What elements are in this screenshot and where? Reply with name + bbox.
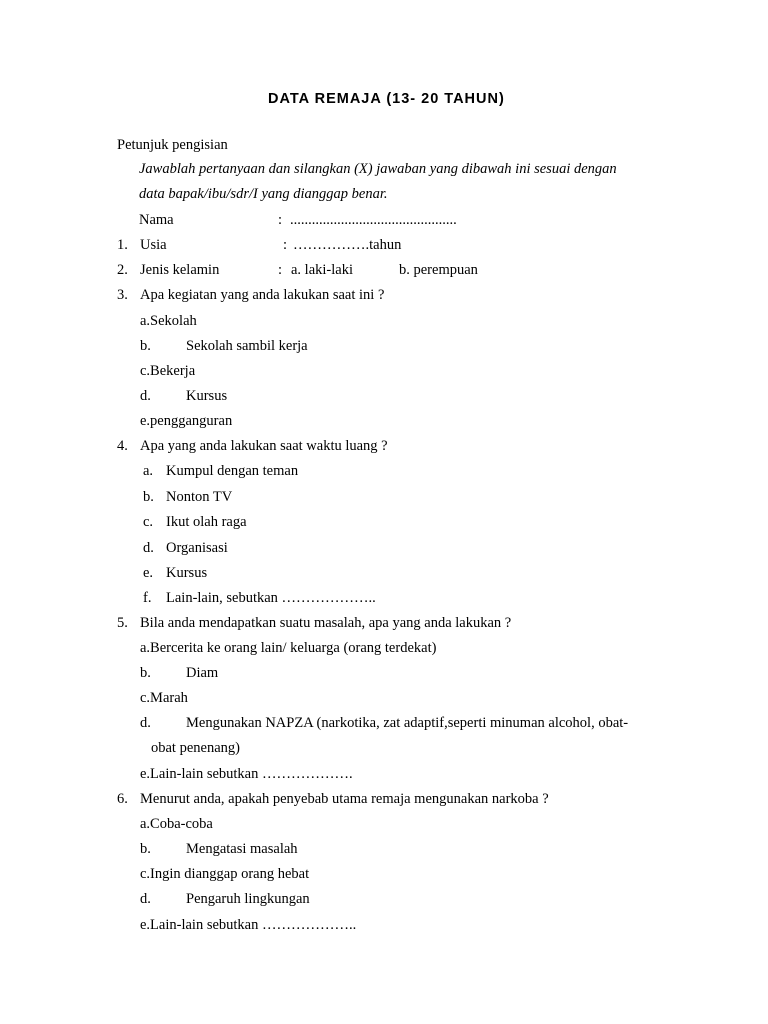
q1-colon: : [283, 237, 288, 253]
q5-option-a[interactable]: a.Bercerita ke orang lain/ keluarga (orang terdekat) [140, 640, 437, 656]
q4-option-e[interactable]: Kursus [166, 565, 208, 581]
q6-option-e[interactable]: e.Lain-lain sebutkan ……………….. [140, 917, 357, 933]
q5-option-d-continued: obat penenang) [151, 740, 240, 756]
q4-option-d-letter: d. [143, 540, 154, 556]
q3-option-a[interactable]: a.Sekolah [140, 313, 197, 329]
q2-number: 2. [117, 262, 128, 278]
q5-option-d-letter: d. [140, 715, 151, 731]
q4-option-e-letter: e. [143, 565, 154, 581]
instructions-line-1: Jawablah pertanyaan dan silangkan (X) jawaban yang dibawah ini sesuai dengan [139, 161, 617, 177]
q4-option-b-letter: b. [143, 489, 154, 505]
q5-option-e[interactable]: e.Lain-lain sebutkan ………………. [140, 766, 353, 782]
q1-blank[interactable]: …………….tahun [293, 237, 402, 253]
q6-option-c[interactable]: c.Ingin dianggap orang hebat [140, 866, 310, 882]
q6-question: Menurut anda, apakah penyebab utama remaja mengunakan narkoba ? [140, 791, 549, 807]
q5-option-b[interactable]: Diam [186, 665, 219, 681]
q3-option-b-letter: b. [140, 338, 151, 354]
q3-option-d-letter: d. [140, 388, 151, 404]
q6-number: 6. [117, 791, 128, 807]
nama-colon: : [278, 212, 283, 228]
q6-option-d[interactable]: Pengaruh lingkungan [186, 891, 310, 907]
q3-number: 3. [117, 287, 128, 303]
q6-option-b-letter: b. [140, 841, 151, 857]
q5-number: 5. [117, 615, 128, 631]
nama-label: Nama [139, 212, 174, 228]
q5-option-c[interactable]: c.Marah [140, 690, 188, 706]
q4-number: 4. [117, 438, 128, 454]
q5-option-d[interactable]: Mengunakan NAPZA (narkotika, zat adaptif,seperti minuman alcohol, obat- [186, 715, 629, 731]
q4-option-c[interactable]: Ikut olah raga [166, 514, 247, 530]
q2-label: Jenis kelamin [140, 262, 220, 278]
q4-option-a[interactable]: Kumpul dengan teman [166, 463, 299, 479]
nama-blank[interactable]: .............................................. [290, 212, 457, 228]
q4-option-f[interactable]: Lain-lain, sebutkan ……………….. [166, 590, 376, 606]
q1-label: Usia [140, 237, 167, 253]
q6-option-d-letter: d. [140, 891, 151, 907]
q4-option-d[interactable]: Organisasi [166, 540, 228, 556]
q4-option-c-letter: c. [143, 514, 154, 530]
q6-option-a[interactable]: a.Coba-coba [140, 816, 213, 832]
q6-option-b[interactable]: Mengatasi masalah [186, 841, 298, 857]
q3-option-c[interactable]: c.Bekerja [140, 363, 196, 379]
q2-colon: : [278, 262, 283, 278]
q4-option-b[interactable]: Nonton TV [166, 489, 233, 505]
q3-option-e[interactable]: e.pengganguran [140, 413, 233, 429]
q3-option-d[interactable]: Kursus [186, 388, 228, 404]
q5-question: Bila anda mendapatkan suatu masalah, apa yang anda lakukan ? [140, 615, 512, 631]
q2-option-b[interactable]: b. perempuan [399, 262, 478, 278]
q1-number: 1. [117, 237, 128, 253]
q5-option-b-letter: b. [140, 665, 151, 681]
q3-option-b[interactable]: Sekolah sambil kerja [186, 338, 308, 354]
q2-option-a[interactable]: a. laki-laki [291, 262, 354, 278]
page-title: DATA REMAJA (13- 20 TAHUN) [268, 91, 505, 107]
instructions-line-2: data bapak/ibu/sdr/I yang dianggap benar. [139, 186, 388, 202]
q4-question: Apa yang anda lakukan saat waktu luang ? [140, 438, 388, 454]
q4-option-f-letter: f. [143, 590, 152, 606]
instructions-heading: Petunjuk pengisian [117, 137, 228, 153]
q4-option-a-letter: a. [143, 463, 154, 479]
q3-question: Apa kegiatan yang anda lakukan saat ini ? [140, 287, 385, 303]
